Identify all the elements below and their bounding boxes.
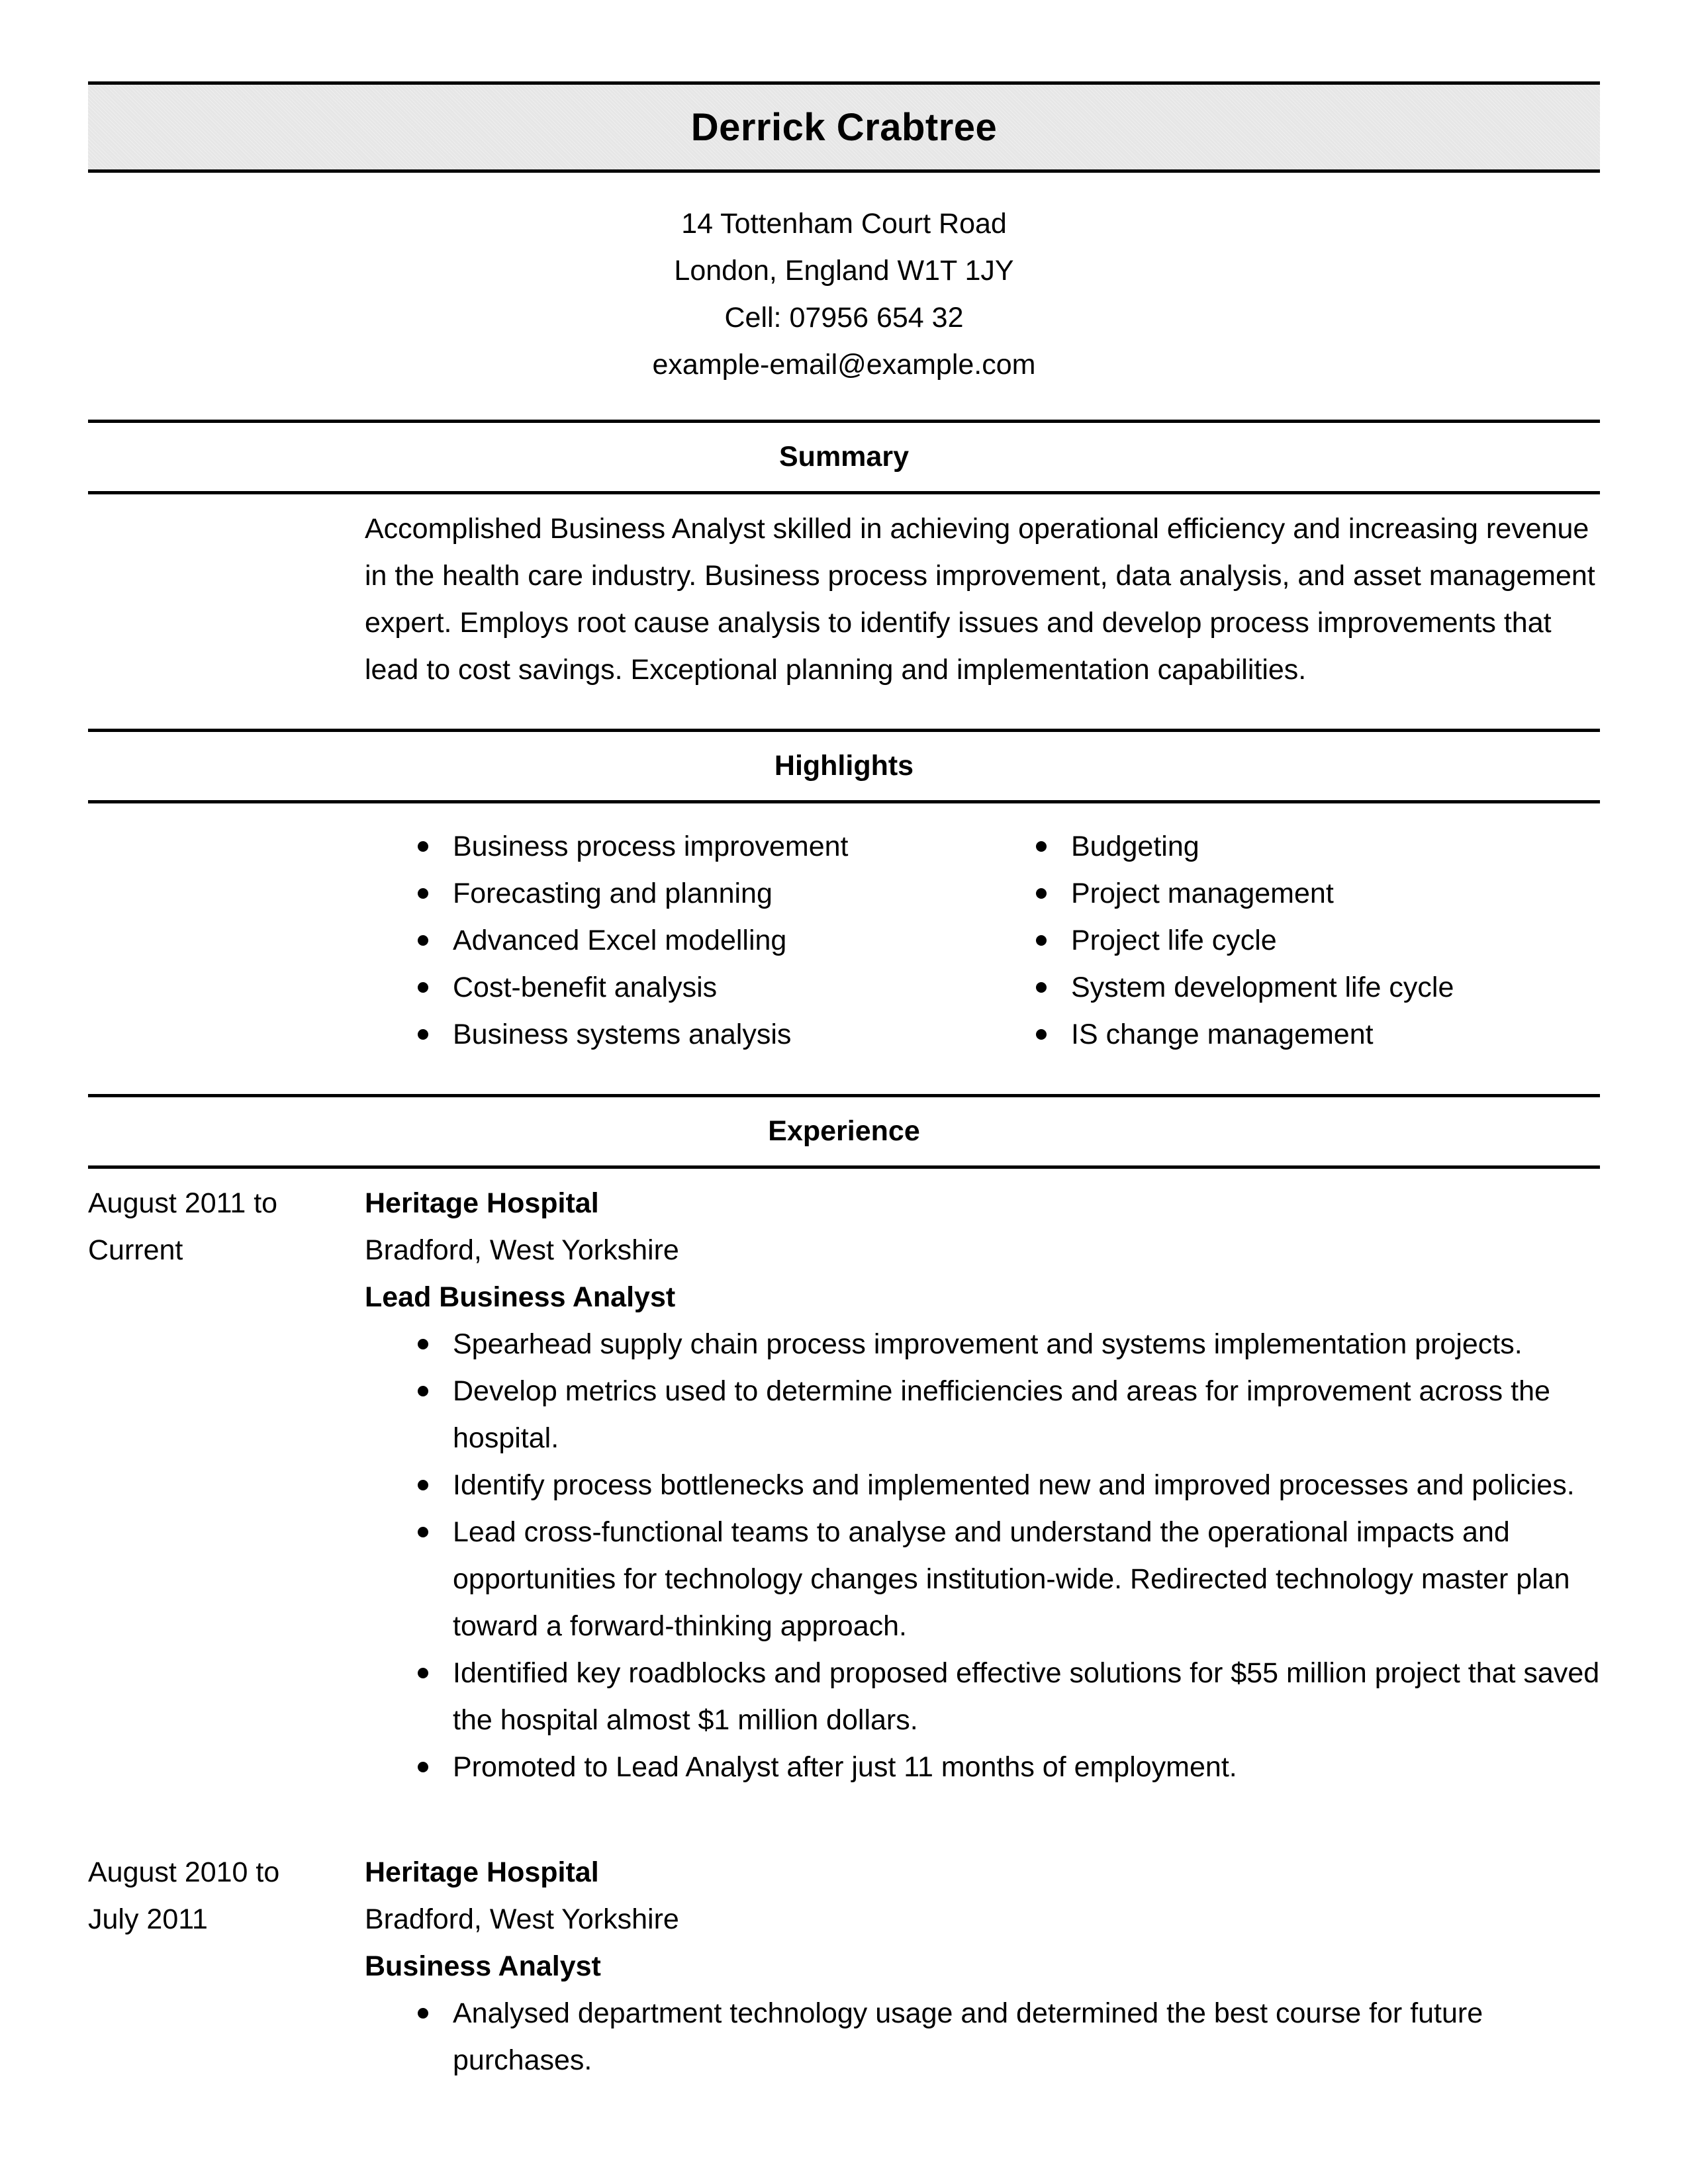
highlight-item: Advanced Excel modelling — [365, 917, 980, 964]
job-dates — [88, 1849, 340, 1943]
summary-text: Accomplished Business Analyst skilled in achieving operational efficiency and increasing revenue in the health care industry. Business process improvement, data analysis, and asset management expert. Employs root cause analysis to identify issues and develop process improvements that lead to cost savings. Exceptional planning and implementation capabilities. — [365, 513, 1595, 686]
highlight-item: Budgeting — [983, 823, 1599, 870]
job-company: Heritage Hospital — [365, 1856, 599, 1888]
summary-heading-label: Summary — [779, 441, 909, 473]
phone: Cell: 07956 654 32 — [724, 302, 964, 334]
highlights-left-column — [365, 823, 980, 1058]
highlight-item: Project management — [983, 870, 1599, 917]
job-dates-end: July 2011 — [88, 1903, 208, 1935]
job-dates-end: Current — [88, 1234, 183, 1266]
job-title: Lead Business Analyst — [365, 1281, 676, 1313]
job-dates — [88, 1180, 340, 1274]
job-bullets — [365, 1990, 1600, 2084]
job-detail — [365, 1180, 1600, 1791]
highlight-item: System development life cycle — [983, 964, 1599, 1011]
job-title: Business Analyst — [365, 1950, 601, 1982]
highlight-item: Forecasting and planning — [365, 870, 980, 917]
highlight-item: Project life cycle — [983, 917, 1599, 964]
highlights-right-column — [983, 823, 1599, 1058]
highlight-item: IS change management — [983, 1011, 1599, 1058]
job-bullet: Analysed department technology usage and determined the best course for future purchases. — [365, 1990, 1600, 2084]
job-bullet: Lead cross-functional teams to analyse and understand the operational impacts and opportunities for technology changes institution-wide. Redirected technology master plan toward a forward-thinking approach. — [365, 1509, 1600, 1650]
address-line-2: London, England W1T 1JY — [674, 255, 1014, 287]
experience-heading-label: Experience — [768, 1115, 920, 1147]
job-bullet: Promoted to Lead Analyst after just 11 months of employment. — [365, 1744, 1600, 1791]
highlights-heading-label: Highlights — [774, 750, 914, 782]
job-location: Bradford, West Yorkshire — [365, 1903, 679, 1935]
highlight-item: Business systems analysis — [365, 1011, 980, 1058]
highlight-item: Business process improvement — [365, 823, 980, 870]
job-dates-start: August 2011 to — [88, 1187, 278, 1219]
job-company: Heritage Hospital — [365, 1187, 599, 1219]
job-bullet: Spearhead supply chain process improvement and systems implementation projects. — [365, 1321, 1600, 1368]
highlight-item: Cost-benefit analysis — [365, 964, 980, 1011]
name-banner — [88, 81, 1600, 173]
address-line-1: 14 Tottenham Court Road — [681, 208, 1007, 240]
job-detail — [365, 1849, 1600, 2084]
candidate-name: Derrick Crabtree — [690, 105, 998, 149]
experience-heading — [88, 1094, 1600, 1169]
summary-heading — [88, 420, 1600, 494]
job-dates-start: August 2010 to — [88, 1856, 280, 1888]
job-bullet: Identify process bottlenecks and implemented new and improved processes and policies. — [365, 1462, 1600, 1509]
job-bullets — [365, 1321, 1600, 1791]
job-bullet: Develop metrics used to determine inefficiencies and areas for improvement across the hospital. — [365, 1368, 1600, 1462]
email: example-email@example.com — [652, 349, 1036, 381]
job-location: Bradford, West Yorkshire — [365, 1234, 679, 1266]
job-bullet: Identified key roadblocks and proposed effective solutions for $55 million project that saved the hospital almost $1 million dollars. — [365, 1650, 1600, 1744]
contact-block — [88, 201, 1600, 388]
highlights-heading — [88, 729, 1600, 803]
